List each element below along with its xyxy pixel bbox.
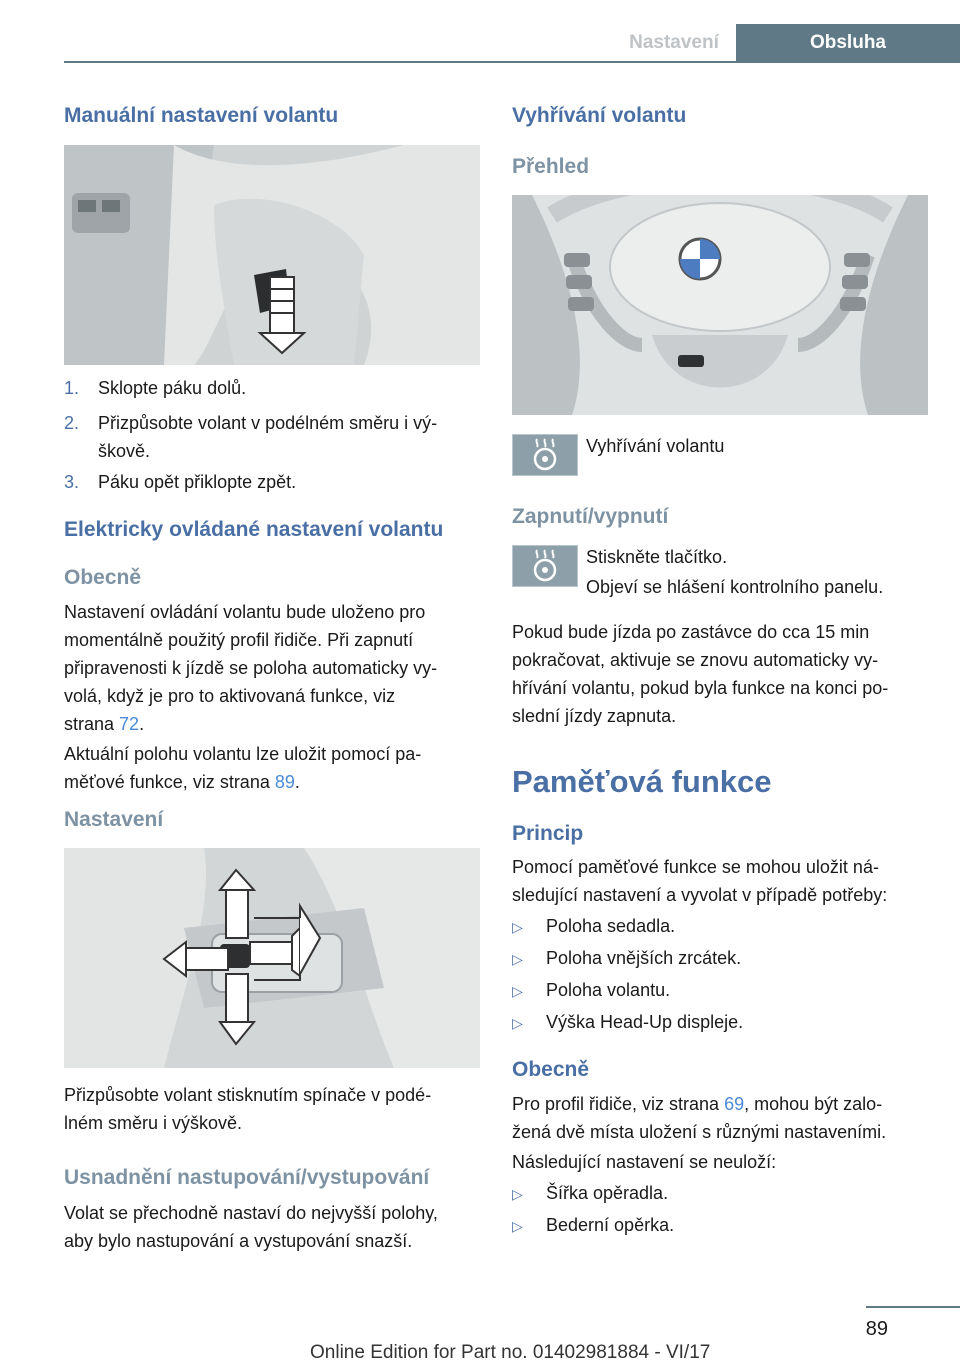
paragraph-line: Nastavení ovládání volantu bude uloženo pro xyxy=(64,602,426,622)
page-number: 89 xyxy=(865,1318,888,1340)
steering-heating-button-icon[interactable] xyxy=(512,545,578,587)
figure-steering-wheel xyxy=(512,195,928,415)
page-link-69[interactable]: 69 xyxy=(724,1094,745,1114)
paragraph-line xyxy=(512,1090,882,1118)
heading-on-off: Zapnutí/vypnutí xyxy=(512,505,669,528)
step-number: 3. xyxy=(64,472,80,492)
tab-nastaveni[interactable]: Nastavení xyxy=(612,24,736,62)
steering-heating-icon xyxy=(512,434,578,476)
paragraph-line: Volat se přechodně nastaví do nejvyšší polohy, xyxy=(64,1203,438,1223)
bullet-triangle-icon: ▷ xyxy=(512,951,523,967)
paragraph-line: připravenosti k jízdě se poloha automaticky vy‐ xyxy=(64,658,438,678)
ref-prefix: strana xyxy=(64,714,120,734)
paragraph-line: momentálně použitý profil řidiče. Při zapnutí xyxy=(64,630,414,650)
paragraph-line: Pokud bude jízda po zastávce do cca 15 min xyxy=(512,622,870,642)
edition-line: Online Edition for Part no. 01402981884 - VI/17 xyxy=(310,1342,711,1363)
figure-steering-lever xyxy=(64,145,480,365)
heading-general-2: Obecně xyxy=(512,1058,590,1081)
step-text: Sklopte páku dolů. xyxy=(98,378,247,398)
bullet-triangle-icon: ▷ xyxy=(512,1186,523,1202)
paragraph-line: žená dvě místa uložení s různými nastaveními. xyxy=(512,1122,887,1142)
list-item: Poloha volantu. xyxy=(546,980,671,1000)
paragraph-line: pokračovat, aktivuje se znovu automaticky vy‐ xyxy=(512,650,879,670)
ref-suffix: . xyxy=(139,714,145,734)
paragraph-line: Následující nastavení se neuloží: xyxy=(512,1152,777,1172)
paragraph-line: hřívání volantu, pokud byla funkce na konci po‐ xyxy=(512,678,889,698)
list-item: Poloha vnějších zrcátek. xyxy=(546,948,742,968)
heading-memory-function: Paměťová funkce xyxy=(512,764,772,799)
paragraph-line xyxy=(64,768,300,796)
paragraph-line: Aktuální polohu volantu lze uložit pomocí pa‐ xyxy=(64,744,422,764)
paragraph-line: slední jízdy zapnuta. xyxy=(512,706,677,726)
heading-overview: Přehled xyxy=(512,155,590,178)
icon-caption: Vyhřívání volantu xyxy=(586,436,725,456)
step-text: Přizpůsobte volant v podélném směru i vý‐ xyxy=(98,413,438,433)
heading-principle: Princip xyxy=(512,822,584,845)
step-text: Páku opět přiklopte zpět. xyxy=(98,472,297,492)
bullet-triangle-icon: ▷ xyxy=(512,919,523,935)
header-rule xyxy=(64,61,960,63)
step-number: 2. xyxy=(64,413,80,433)
paragraph-line: volá, když je pro to aktivovaná funkce, viz xyxy=(64,686,396,706)
paragraph-line: lném směru i výškově. xyxy=(64,1113,243,1133)
heading-setting: Nastavení xyxy=(64,808,164,831)
step-number: 1. xyxy=(64,378,80,398)
paragraph-line: Stiskněte tlačítko. xyxy=(586,547,728,567)
heading-steering-heating: Vyhřívání volantu xyxy=(512,104,687,127)
paragraph-line: sledující nastavení a vyvolat v případě potřeby: xyxy=(512,885,888,905)
paragraph-line: Objeví se hlášení kontrolního panelu. xyxy=(586,577,884,597)
tab-obsluha[interactable]: Obsluha xyxy=(736,24,960,62)
list-item: Poloha sedadla. xyxy=(546,916,676,936)
paragraph-line: Přizpůsobte volant stisknutím spínače v podé‐ xyxy=(64,1085,432,1105)
heading-manual-adjustment: Manuální nastavení volantu xyxy=(64,104,339,127)
list-item: Výška Head-Up displeje. xyxy=(546,1012,744,1032)
list-item: Bederní opěrka. xyxy=(546,1215,675,1235)
bullet-triangle-icon: ▷ xyxy=(512,1015,523,1031)
heading-easy-entry: Usnadnění nastupování/vystupování xyxy=(64,1166,430,1189)
ref-suffix: , mohou být zalo‐ xyxy=(744,1094,883,1114)
footer-rule xyxy=(866,1306,960,1308)
ref-suffix: . xyxy=(294,772,300,792)
list-item: Šířka opěradla. xyxy=(546,1183,669,1203)
heading-electric-adjustment: Elektricky ovládané nastavení volantu xyxy=(64,518,444,541)
paragraph-line: aby bylo nastupování a vystupování snazší. xyxy=(64,1231,413,1251)
page-link-89[interactable]: 89 xyxy=(274,772,295,792)
bullet-triangle-icon: ▷ xyxy=(512,1218,523,1234)
page-link-72[interactable]: 72 xyxy=(119,714,140,734)
paragraph-line: Pomocí paměťové funkce se mohou uložit ná‐ xyxy=(512,857,879,877)
step-text: škově. xyxy=(98,441,151,461)
bullet-triangle-icon: ▷ xyxy=(512,983,523,999)
paragraph-line xyxy=(64,710,144,738)
heading-general: Obecně xyxy=(64,566,142,589)
header-tabs xyxy=(612,24,960,62)
ref-prefix: měťové funkce, viz strana xyxy=(64,772,275,792)
figure-adjustment-switch xyxy=(64,848,480,1068)
ref-prefix: Pro profil řidiče, viz strana xyxy=(512,1094,725,1114)
